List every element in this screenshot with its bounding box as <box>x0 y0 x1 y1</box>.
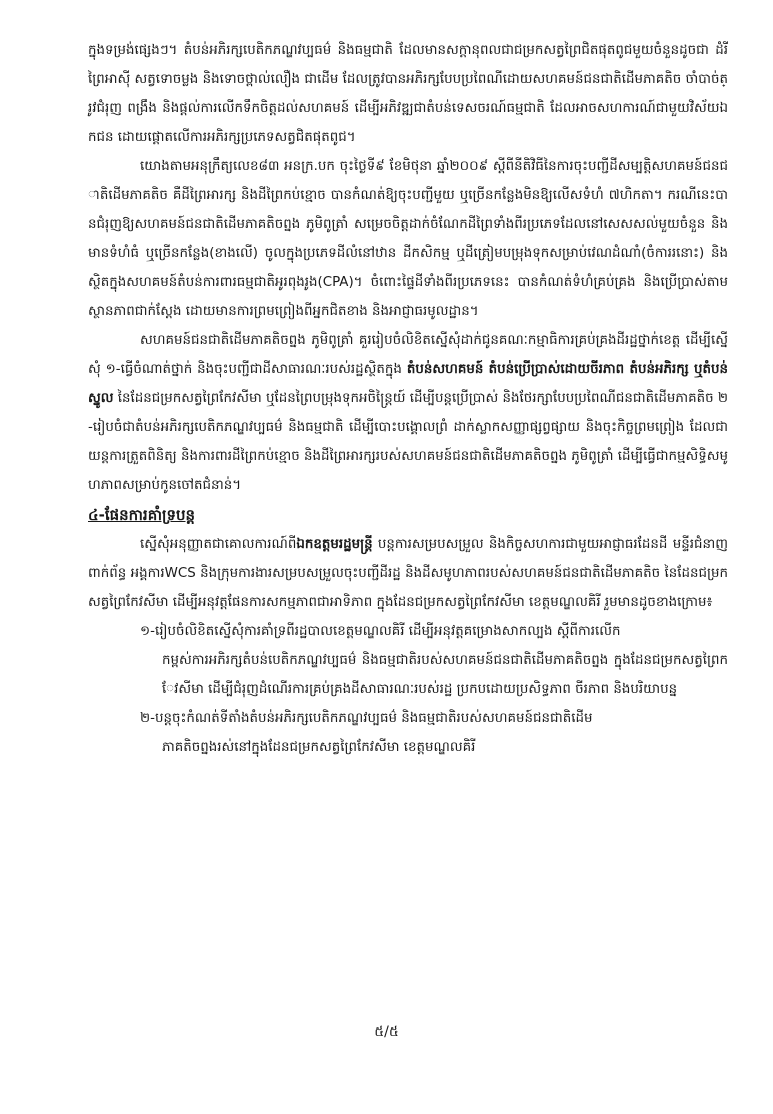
document-body <box>88 36 728 762</box>
paragraph-text: នៃដែនជម្រកសត្វព្រៃកែវសីមា ឬដែនព្រៃបម្រុងទុកអចិន្ត្រៃយ៍ ដើម្បីបន្តប្រើប្រាស់ និងថែរក្សាបែបប្រពៃណីជនជាតិដើមភាគតិច ២-រៀបចំជាតំបន់អភិរក្សបេតិកភណ្ឌវប្បធម៌ និងធម្មជាតិ ដើម្បីបោះបង្គោលព្រំ ដាក់ស្លាកសញ្ញាផ្សព្វផ្សាយ និងចុះកិច្ចព្រមព្រៀង ដែលជាយន្តការត្រួតពិនិត្យ និងការពារដីព្រៃកប់ខ្មោច និងដីព្រៃអារក្សរបស់សហគមន៍ជនជាតិដើមភាគតិចព្នង ភូមិពូត្រាំ ដើម្បីធ្វើជាកម្មសិទ្ធិសមូហភាពសម្រាប់កូនចៅតជំនាន់។ <box>88 391 728 493</box>
list-item-continuation: ភាគតិចព្នងរស់នៅក្នុងដែនជម្រកសត្វព្រៃកែវសីមា ខេត្តមណ្ឌលគិរី <box>162 740 476 755</box>
paragraph-continuation <box>88 36 728 152</box>
paragraph-community-request <box>88 326 728 500</box>
list-item-first-line: ២-បន្តចុះកំណត់ទីតាំងតំបន់អភិរក្សបេតិកភណ្ឌវប្បធម៌ និងធម្មជាតិរបស់សហគមន៍ជនជាតិដើម <box>140 711 593 726</box>
paragraph-text: សហគមន៍ជនជាតិដើមភាគតិចព្នង ភូមិពូត្រាំ គួររៀបចំលិខិតស្នើសុំដាក់ជូនគណៈកម្មាធិការគ្រប់គ្រងដីរដ្ឋថ្នាក់ខេត្ត ដើម្បីស្នើសុំ ១-ធ្វើចំណាត់ថ្នាក់ និងចុះបញ្ជីជាដីសាធារណៈរបស់រដ្ឋស្ថិតក្នុង <box>88 333 728 377</box>
list-item <box>140 617 728 704</box>
paragraph-support-plan <box>88 530 728 617</box>
paragraph-text: យោងតាមអនុក្រឹត្យលេខ៨៣ អនក្រ.បក ចុះថ្ងៃទី៩ ខែមិថុនា ឆ្នាំ២០០៩ ស្តីពីនីតិវិធីនៃការចុះបញ្ជីដីសម្បត្តិសហគមន៍ជនជាតិដើមភាគតិច គឺដីព្រៃអារក្ស និងដីព្រៃកប់ខ្មោច បានកំណត់ឱ្យចុះបញ្ជីមួយ ឬច្រើនកន្លែងមិនឱ្យលើសទំហំ ៧ហិកតា។ ករណីនេះបានជំរុញឱ្យសហគមន៍ជនជាតិដើមភាគតិចព្នង ភូមិពូត្រាំ សម្រេចចិត្តដាក់ចំណែកដីព្រៃទាំងពីរប្រភេទដែលនៅសេសសល់មួយចំនួន និងមានទំហំធំ ឬច្រើនកន្លែង(ខាងលើ) ចូលក្នុងប្រភេទដីលំនៅឋាន ដីកសិកម្ម ឬដីត្រៀមបម្រុងទុកសម្រាប់វេណដំណាំ(ចំការរនោះ) និងស្ថិតក្នុងសហគមន៍តំបន់ការពារធម្មជាតិអូរពុងរូង(CPA)។ ចំពោះផ្ទៃដីទាំងពីរប្រភេទនេះ បានកំណត់ទំហំគ្រប់គ្រង និងប្រើប្រាស់តាមស្ថានភាពជាក់ស្តែង ដោយមានការព្រមព្រៀងពីអ្នកជិតខាង និងអាជ្ញាធរមូលដ្ឋាន។ <box>88 159 728 319</box>
paragraph-text: បន្តការសម្របសម្រួល និងកិច្ចសហការជាមួយអាជ្ញាធរដែនដី មន្ទីរជំនាញពាក់ព័ន្ធ អង្គការWCS និងក្រុមការងារសម្របសម្រួលចុះបញ្ជីដីរដ្ឋ និងដីសមូហភាពរបស់សហគមន៍ជនជាតិដើមភាគតិច នៃដែនជម្រកសត្វព្រៃកែវសីមា ដើម្បីអនុវត្តផែនការសកម្មភាពជាអាទិភាព ក្នុងដែនជម្រកសត្វព្រៃកែវសីមា ខេត្តមណ្ឌលគិរី រួមមានដូចខាងក្រោម៖ <box>88 537 728 610</box>
section-heading: ៤-ផែនការគាំទ្របន្ត <box>88 506 196 524</box>
page-number: ៥/៥ <box>374 1024 399 1040</box>
paragraph-sub-decree <box>88 152 728 326</box>
paragraph-text: ក្នុងទម្រង់ផ្សេងៗ។ តំបន់អភិរក្សបេតិកភណ្ឌវប្បធម៌ និងធម្មជាតិ ដែលមានសក្តានុពលជាជម្រកសត្វព្រៃជិតផុតពូជមួយចំនួនដូចជា ដំរីព្រៃអាស៊ី សត្វទោចម្លង និងទោចថ្ពាល់លឿង ជាដើម ដែលត្រូវបានអភិរក្សបែបប្រពៃណីដោយសហគមន៍ជនជាតិដើមភាគតិច ចាំបាច់ត្រូវជំរុញ ពង្រឹង និងផ្តល់ការលើកទឹកចិត្តដល់សហគមន៍ ដើម្បីអភិវឌ្ឍជាតំបន់ទេសចរណ៍ធម្មជាតិ ដែលអាចសហការណ៍ជាមួយវិស័យឯកជន ដោយផ្តោតលើការអភិរក្សប្រភេទសត្វជិតផុតពូជ។ <box>88 43 728 145</box>
list-item <box>140 704 728 762</box>
list-item-continuation: កម្ពស់ការអភិរក្សតំបន់បេតិកភណ្ឌវប្បធម៌ និងធម្មជាតិរបស់សហគមន៍ជនជាតិដើមភាគតិចព្នង ក្នុងដែនជម្រកសត្វព្រៃកែវសីមា ដើម្បីជំរុញដំណើរការគ្រប់គ្រងដីសាធារណៈរបស់រដ្ឋ ប្រកបដោយប្រសិទ្ធភាព ចីរភាព និងបរិយាបន្ន <box>162 653 728 697</box>
bold-minister-title: ឯកឧត្តមរដ្ឋមន្ត្រី <box>296 537 373 552</box>
list-item-first-line: ១-រៀបចំលិខិតស្នើសុំការគាំទ្រពីរដ្ឋបាលខេត្តមណ្ឌលគិរី ដើម្បីអនុវត្តគម្រោងសាកល្បង ស្តីពីការលើក <box>140 624 621 639</box>
bold-zone-names: តំបន់សហគមន៍ តំបន់ប្រើប្រាស់ដោយចីរភាព តំបន់អភិរក្ស ឬតំបន់ស្នូល <box>88 362 728 406</box>
paragraph-text: ស្នើសុំអនុញ្ញាតជាគោលការណ៍ពី <box>140 537 297 552</box>
